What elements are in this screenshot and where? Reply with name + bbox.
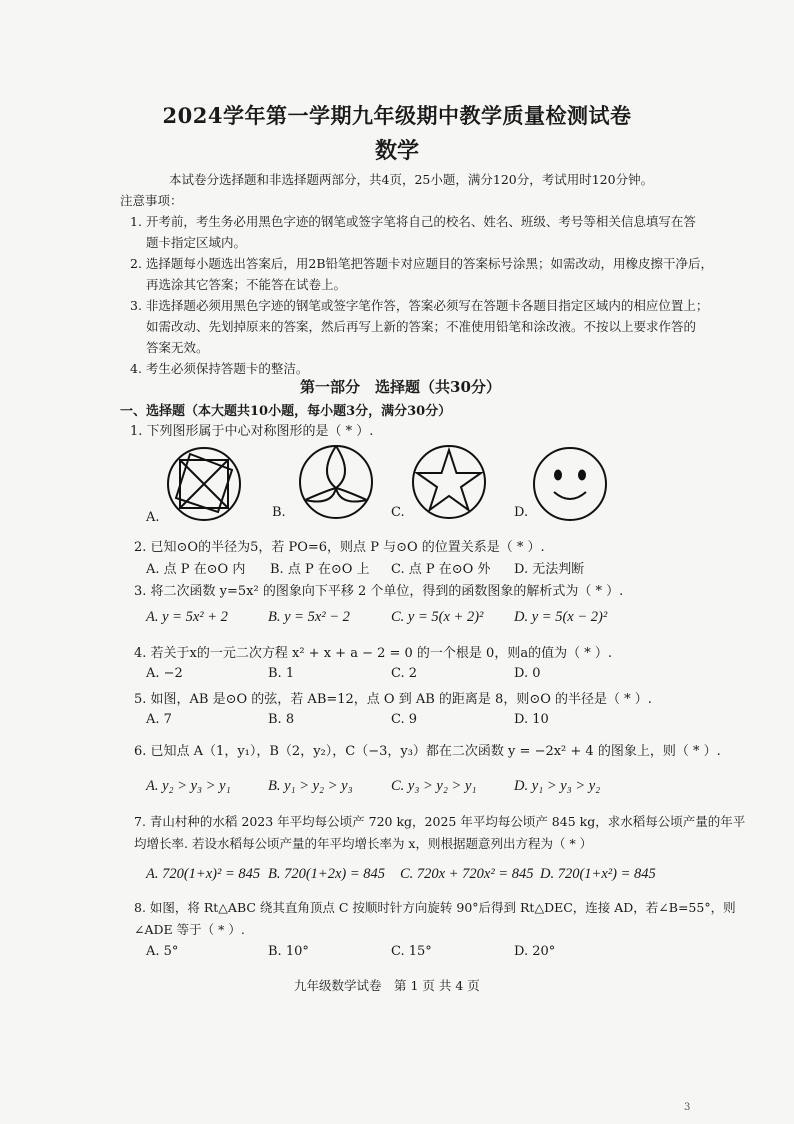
subject-title: 数学 [374, 138, 419, 164]
notes-line: 3. 非选择题必须用黑色字迹的钢笔或签字笔作答，答案必须写在答题卡各题目指定区域内的相应位置上； [130, 298, 709, 313]
page-footer: 九年级数学试卷 第 1 页 共 4 页 [294, 978, 480, 993]
notes-line: 1. 开考前，考生务必用黑色字迹的钢笔或签字笔将自己的校名、姓名、班级、考号等相关信息填写在答 [130, 214, 696, 229]
q5-option-c: C. 9 [391, 712, 418, 727]
notes-line: 题卡指定区域内。 [146, 235, 247, 250]
q5-option-b: B. 8 [268, 712, 295, 727]
q7-option-c: C. 720x + 720x² = 845 [400, 866, 534, 882]
q7-option-b: B. 720(1+2x) = 845 [268, 866, 386, 882]
notes-line: 如需改动、先划掉原来的答案，然后再写上新的答案；不准使用铅笔和涂改液。不按以上要求作答的 [146, 319, 697, 334]
exam-intro: 本试卷分选择题和非选择题两部分，共4页，25小题，满分120分，考试用时120分钟。 [169, 172, 654, 187]
q4-option-b: B. 1 [268, 666, 295, 681]
part-heading: 第一部分 选择题（共30分） [300, 378, 501, 396]
q5-option-a: A. 7 [146, 712, 172, 727]
notes-line: 4. 考生必须保持答题卡的整洁。 [130, 361, 309, 376]
question-2-stem: 2. 已知⊙O的半径为5，若 PO=6，则点 P 与⊙O 的位置关系是（ * ）. [134, 540, 545, 555]
q4-option-a: A. −2 [146, 666, 183, 681]
q3-option-b: B. y = 5x² − 2 [268, 609, 350, 625]
question-8-stem: ∠ADE 等于（ * ）. [134, 922, 245, 937]
notes-line: 2. 选择题每小题选出答案后，用2B铅笔把答题卡对应题目的答案标号涂黑；如需改动，用橡皮擦干净后， [130, 256, 714, 271]
q6-option-b: B. y₁ > y₂ > y₃ [268, 778, 353, 794]
question-8-stem: 8. 如图，将 Rt△ABC 绕其直角顶点 C 按顺时针方向旋转 90°后得到 Rt△DEC，连接 AD，若∠B=55°，则 [134, 900, 736, 915]
q6-option-d: D. y₁ > y₃ > y₂ [514, 778, 601, 794]
q7-option-a: A. 720(1+x)² = 845 [146, 866, 261, 882]
q4-option-c: C. 2 [391, 666, 418, 681]
notes-heading: 注意事项： [120, 193, 183, 208]
corner-mark: 3 [684, 1102, 691, 1113]
q3-option-c: C. y = 5(x + 2)² [391, 609, 484, 625]
q6-option-a: A. y₂ > y₃ > y₁ [146, 778, 231, 794]
q2-option-b: B. 点 P 在⊙O 上 [270, 562, 370, 577]
question-6-stem: 6. 已知点 A（1，y₁），B（2，y₂），C（−3，y₃）都在二次函数 y = −2x² + 4 的图象上，则（ * ）. [134, 744, 721, 759]
q1-option-a: A. [146, 510, 160, 525]
q6-option-c: C. y₃ > y₂ > y₁ [391, 778, 477, 794]
question-7-stem: 7. 青山村种的水稻 2023 年平均每公顷产 720 kg，2025 年平均每公顷产 845 kg，求水稻每公顷产量的年平 [134, 814, 746, 829]
notes-line: 答案无效。 [146, 340, 209, 355]
q7-option-d: D. 720(1+x²) = 845 [540, 866, 656, 882]
q2-option-c: C. 点 P 在⊙O 外 [391, 562, 491, 577]
q3-option-a: A. y = 5x² + 2 [146, 609, 228, 625]
question-7-stem: 均增长率. 若设水稻每公顷产量的年平均增长率为 x，则根据题意列出方程为（ * ） [134, 836, 593, 851]
q8-option-b: B. 10° [268, 944, 309, 959]
q4-option-d: D. 0 [514, 666, 541, 681]
q1-option-d: D. [514, 505, 529, 520]
figure-c-star-in-circle [411, 444, 487, 520]
q1-option-b: B. [272, 505, 286, 520]
q5-option-d: D. 10 [514, 712, 549, 727]
notes-line: 再选涂其它答案；不能答在试卷上。 [146, 277, 347, 292]
figure-a-square-in-circle [166, 446, 242, 522]
question-1-stem: 1. 下列图形属于中心对称图形的是（ * ）. [130, 424, 374, 439]
q3-option-d: D. y = 5(x − 2)² [514, 609, 608, 625]
q8-option-c: C. 15° [391, 944, 432, 959]
q8-option-a: A. 5° [146, 944, 179, 959]
q2-option-a: A. 点 P 在⊙O 内 [146, 562, 246, 577]
q1-option-c: C. [391, 505, 405, 520]
exam-title: 2024学年第一学期九年级期中教学质量检测试卷 [162, 103, 632, 128]
section-heading: 一、选择题（本大题共10小题，每小题3分，满分30分） [120, 404, 452, 419]
q8-option-d: D. 20° [514, 944, 556, 959]
question-3-stem: 3. 将二次函数 y=5x² 的图象向下平移 2 个单位，得到的函数图象的解析式为（ * ）. [134, 584, 624, 599]
figure-d-smiley-face [532, 446, 608, 522]
q2-option-d: D. 无法判断 [514, 562, 585, 577]
question-5-stem: 5. 如图，AB 是⊙O 的弦，若 AB=12，点 O 到 AB 的距离是 8，则⊙O 的半径是（ * ）. [134, 692, 652, 707]
question-4-stem: 4. 若关于x的一元二次方程 x² + x + a − 2 = 0 的一个根是 0，则a的值为（ * ）. [134, 646, 612, 661]
figure-b-three-petal-circle [298, 444, 374, 520]
